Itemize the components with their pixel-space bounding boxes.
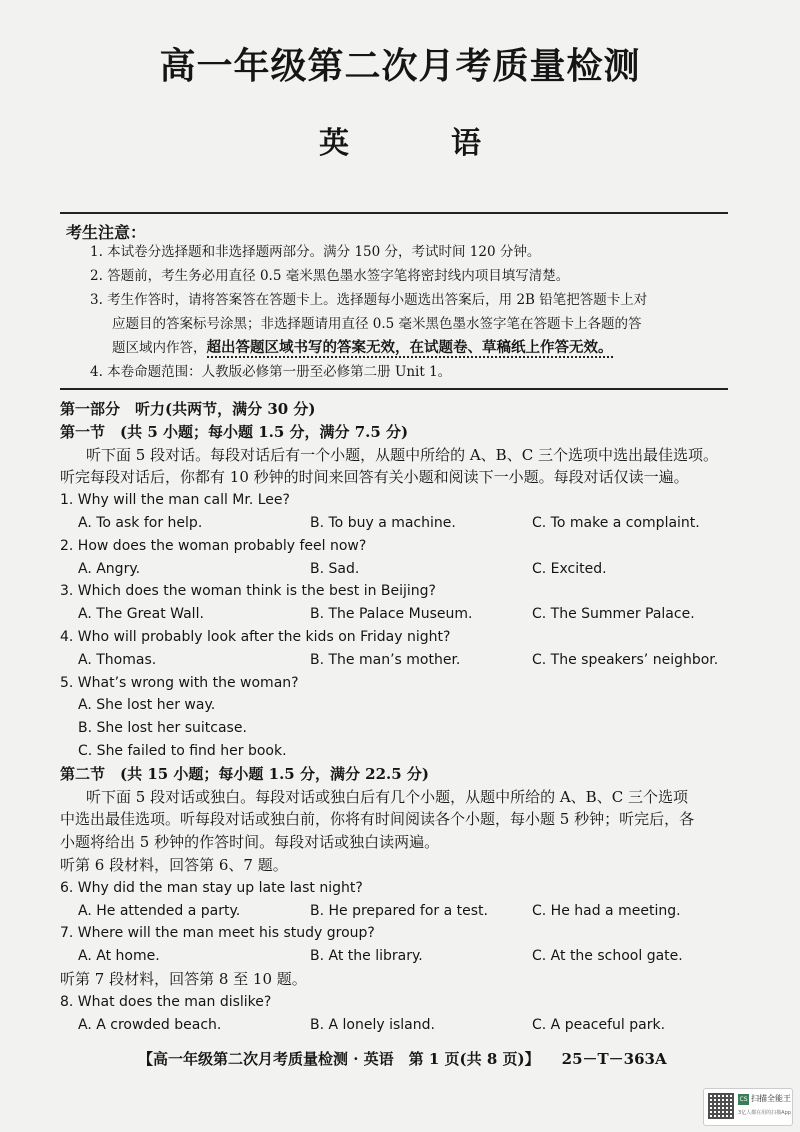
material-6-label: 听第 6 段材料，回答第 6、7 题。 bbox=[60, 855, 288, 874]
notice-item-3-cont: 应题目的答案标号涂黑；非选择题请用直径 0.5 毫米黑色墨水签字笔在答题卡上各题的答 bbox=[112, 316, 642, 332]
question-7: 7. Where will the man meet his study group? bbox=[60, 925, 375, 942]
notice-item-3-tail: 题区域内作答， bbox=[112, 340, 207, 356]
notice-block bbox=[90, 240, 730, 384]
question-5: 5. What’s wrong with the woman? bbox=[60, 674, 299, 691]
option-b: B. The Palace Museum. bbox=[310, 606, 473, 623]
question-1-options bbox=[60, 512, 740, 535]
question-8: 8. What does the man dislike? bbox=[60, 993, 272, 1010]
notice-item-3: 3. 考生作答时，请将答案答在答题卡上。选择题每小题选出答案后，用 2B 铅笔把答题卡上对 bbox=[90, 292, 648, 308]
watermark-tagline: 3亿人都在用的扫描App bbox=[738, 1110, 791, 1116]
notice-item-3-end bbox=[90, 336, 730, 360]
option-a: A. Thomas. bbox=[78, 651, 157, 668]
option-b: B. The man’s mother. bbox=[310, 651, 461, 668]
question-5-option-b: B. She lost her suitcase. bbox=[78, 720, 247, 737]
question-8-options bbox=[60, 1014, 740, 1037]
part1-title: 第一部分 听力(共两节，满分 30 分) bbox=[60, 400, 316, 418]
exam-title: 高一年级第二次月考质量检测 bbox=[159, 45, 641, 87]
section2-instruction-3: 小题将给出 5 秒钟的作答时间。每段对话或独白读两遍。 bbox=[60, 833, 440, 852]
section1-instruction-1: 听下面 5 段对话。每段对话后有一个小题，从题中所给的 A、B、C 三个选项中选出最佳选项。 bbox=[86, 445, 718, 464]
option-a: A. The Great Wall. bbox=[78, 606, 204, 623]
notice-item-2: 2. 答题前，考生务必用直径 0.5 毫米黑色墨水签字笔将密封线内项目填写清楚。 bbox=[90, 268, 570, 284]
option-b: B. At the library. bbox=[310, 948, 423, 965]
question-4-options bbox=[60, 649, 740, 672]
qr-code-icon bbox=[708, 1093, 734, 1119]
option-c: C. To make a complaint. bbox=[532, 514, 700, 531]
option-c: C. He had a meeting. bbox=[532, 902, 681, 919]
section2-instruction-2: 中选出最佳选项。听每段对话或独白前，你将有时间阅读各个小题，每小题 5 秒钟；听完后，各 bbox=[60, 810, 695, 829]
top-divider bbox=[60, 212, 728, 214]
section1-title: 第一节 (共 5 小题；每小题 1.5 分，满分 7.5 分) bbox=[60, 422, 409, 441]
question-6-options bbox=[60, 900, 740, 923]
section2-instruction-1: 听下面 5 段对话或独白。每段对话或独白后有几个小题，从题中所给的 A、B、C 三个选项 bbox=[86, 787, 688, 806]
option-b: B. Sad. bbox=[310, 560, 360, 577]
page-footer bbox=[138, 1048, 758, 1069]
option-a: A. He attended a party. bbox=[78, 902, 241, 919]
question-2: 2. How does the woman probably feel now? bbox=[60, 537, 367, 554]
question-6: 6. Why did the man stay up late last night? bbox=[60, 879, 363, 896]
material-7-label: 听第 7 段材料，回答第 8 至 10 题。 bbox=[60, 969, 307, 988]
paper-code: 25－T－363A bbox=[561, 1050, 667, 1068]
option-a: A. A crowded beach. bbox=[78, 1016, 222, 1033]
question-1: 1. Why will the man call Mr. Lee? bbox=[60, 492, 290, 509]
section1-instruction-2: 听完每段对话后，你都有 10 秒钟的时间来回答有关小题和阅读下一小题。每段对话仅读一遍。 bbox=[60, 468, 689, 487]
bottom-divider bbox=[60, 388, 728, 390]
section2-title: 第二节 (共 15 小题；每小题 1.5 分，满分 22.5 分) bbox=[60, 764, 430, 783]
option-c: C. Excited. bbox=[532, 560, 607, 577]
notice-title: 考生注意： bbox=[66, 223, 147, 242]
notice-item-1: 1. 本试卷分选择题和非选择题两部分。满分 150 分，考试时间 120 分钟。 bbox=[90, 244, 541, 260]
question-4: 4. Who will probably look after the kids on Friday night? bbox=[60, 628, 451, 645]
option-c: C. A peaceful park. bbox=[532, 1016, 666, 1033]
option-a: A. To ask for help. bbox=[78, 514, 203, 531]
option-b: B. A lonely island. bbox=[310, 1016, 435, 1033]
question-3-options bbox=[60, 603, 740, 626]
option-c: C. The Summer Palace. bbox=[532, 606, 695, 623]
option-c: C. The speakers’ neighbor. bbox=[532, 651, 719, 668]
watermark-label: 扫描全能王 bbox=[751, 1094, 791, 1103]
question-5-option-a: A. She lost her way. bbox=[78, 697, 216, 714]
question-5-option-c: C. She failed to find her book. bbox=[78, 742, 287, 759]
notice-emphasis: 超出答题区域书写的答案无效，在试题卷、草稿纸上作答无效。 bbox=[206, 340, 613, 356]
question-2-options bbox=[60, 558, 740, 581]
question-7-options bbox=[60, 945, 740, 968]
footer-label: 【高一年级第二次月考质量检测 · 英语 第 1 页(共 8 页)】 bbox=[138, 1050, 540, 1068]
listening-part bbox=[60, 398, 740, 1036]
option-b: B. He prepared for a test. bbox=[310, 902, 488, 919]
notice-item-4: 4. 本卷命题范围：人教版必修第一册至必修第二册 Unit 1。 bbox=[90, 364, 452, 380]
scanner-watermark bbox=[703, 1088, 793, 1126]
option-a: A. At home. bbox=[78, 948, 160, 965]
camscanner-logo-icon: CS bbox=[739, 1096, 748, 1103]
option-c: C. At the school gate. bbox=[532, 948, 683, 965]
question-3: 3. Which does the woman think is the best in Beijing? bbox=[60, 583, 436, 600]
option-b: B. To buy a machine. bbox=[310, 514, 456, 531]
option-a: A. Angry. bbox=[78, 560, 141, 577]
exam-subject: 英 语 bbox=[319, 126, 517, 161]
